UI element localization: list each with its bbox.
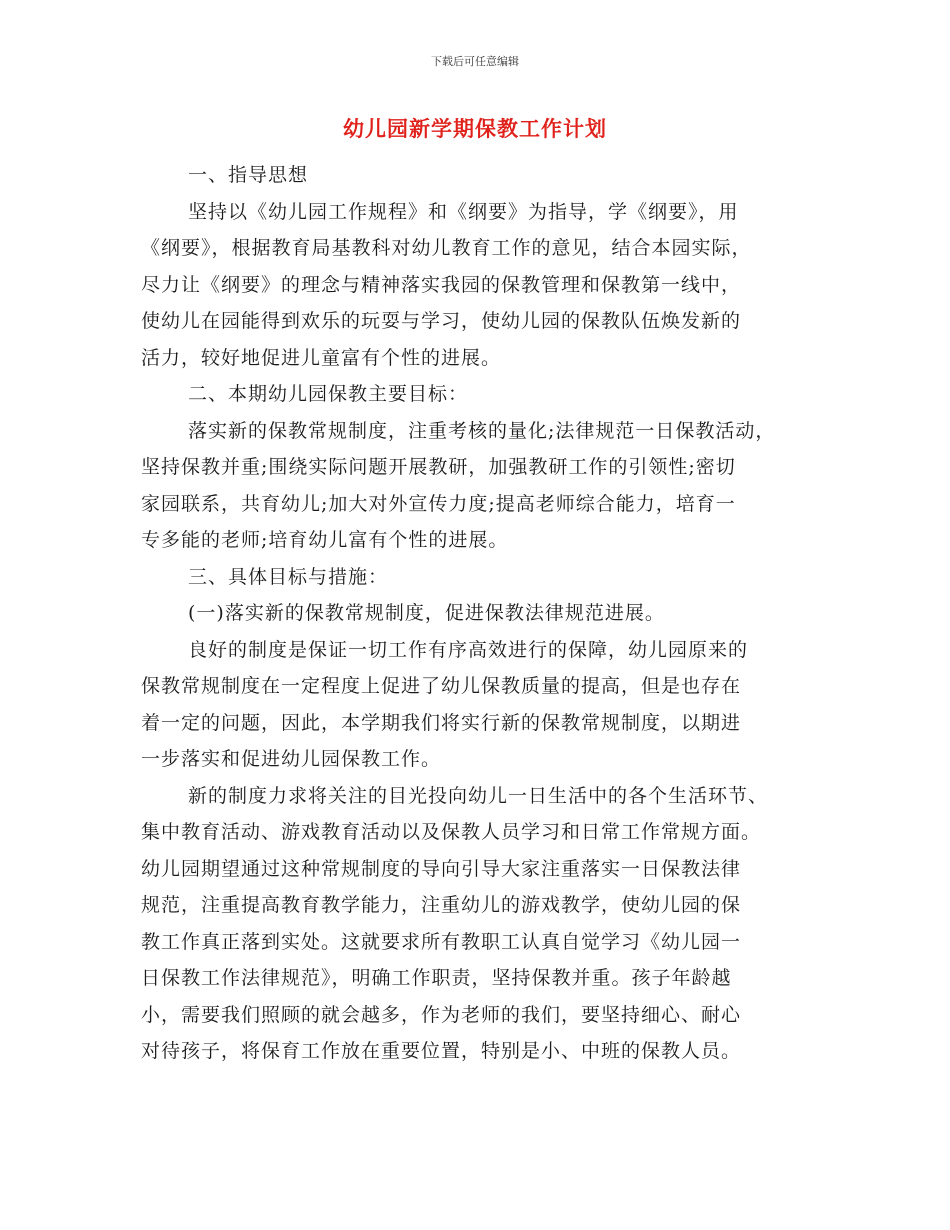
body-line: 专多能的老师;培育幼儿富有个性的进展。	[141, 529, 509, 551]
body-line: 一步落实和促进幼儿园保教工作。	[141, 748, 442, 770]
body-line: 着一定的问题，因此，本学期我们将实行新的保教常规制度，以期进	[141, 711, 742, 734]
body-line: 一、指导思想	[188, 164, 309, 186]
body-line: 幼儿园期望通过这种常规制度的导向引导大家注重落实一日保教法律	[141, 857, 742, 880]
body-line: 教工作真正落到实处。这就要求所有教职工认真自觉学习《幼儿园一	[141, 930, 742, 953]
body-line: 落实新的保教常规制度，注重考核的量化;法律规范一日保教活动，	[188, 419, 776, 442]
body-line: 坚持以《幼儿园工作规程》和《纲要》为指导，学《纲要》，用	[188, 200, 739, 223]
body-line: 三、具体目标与措施：	[188, 565, 389, 588]
body-line: 新的制度力求将关注的目光投向幼儿一日生活中的各个生活环节、	[188, 784, 769, 807]
body-line: 良好的制度是保证一切工作有序高效进行的保障，幼儿园原来的	[188, 638, 749, 661]
body-line: 保教常规制度在一定程度上促进了幼儿保教质量的提高，但是也存在	[141, 675, 742, 697]
body-line: 坚持保教并重;围绕实际问题开展教研，加强教研工作的引领性;密切	[141, 456, 736, 478]
document-body	[141, 157, 831, 1070]
body-line: 《纲要》，根据教育局基教科对幼儿教育工作的意见，结合本园实际，	[141, 237, 752, 259]
body-line: 小，需要我们照顾的就会越多，作为老师的我们，要坚持细心、耐心	[141, 1003, 742, 1026]
body-line: 尽力让《纲要》的理念与精神落实我园的保教管理和保教第一线中，	[141, 273, 742, 296]
body-line: 使幼儿在园能得到欢乐的玩耍与学习，使幼儿园的保教队伍焕发新的	[141, 310, 742, 332]
body-line: (一)落实新的保教常规制度，促进保教法律规范进展。	[188, 602, 665, 624]
body-line: 规范，注重提高教育教学能力，注重幼儿的游戏教学，使幼儿园的保	[141, 894, 742, 916]
body-line: 二、本期幼儿园保教主要目标：	[188, 383, 469, 405]
body-line: 家园联系，共育幼儿;加大对外宣传力度;提高老师综合能力，培育一	[141, 492, 736, 515]
document-title: 幼儿园新学期保教工作计划	[343, 117, 607, 141]
body-line: 活力，较好地促进儿童富有个性的进展。	[141, 346, 502, 369]
body-line: 日保教工作法律规范》，明确工作职责，坚持保教并重。孩子年龄越	[141, 967, 732, 989]
header-note: 下载后可任意编辑	[431, 55, 519, 68]
body-line: 对待孩子，将保育工作放在重要位置，特别是小、中班的保教人员。	[141, 1040, 742, 1062]
body-line: 集中教育活动、游戏教育活动以及保教人员学习和日常工作常规方面。	[141, 821, 762, 843]
